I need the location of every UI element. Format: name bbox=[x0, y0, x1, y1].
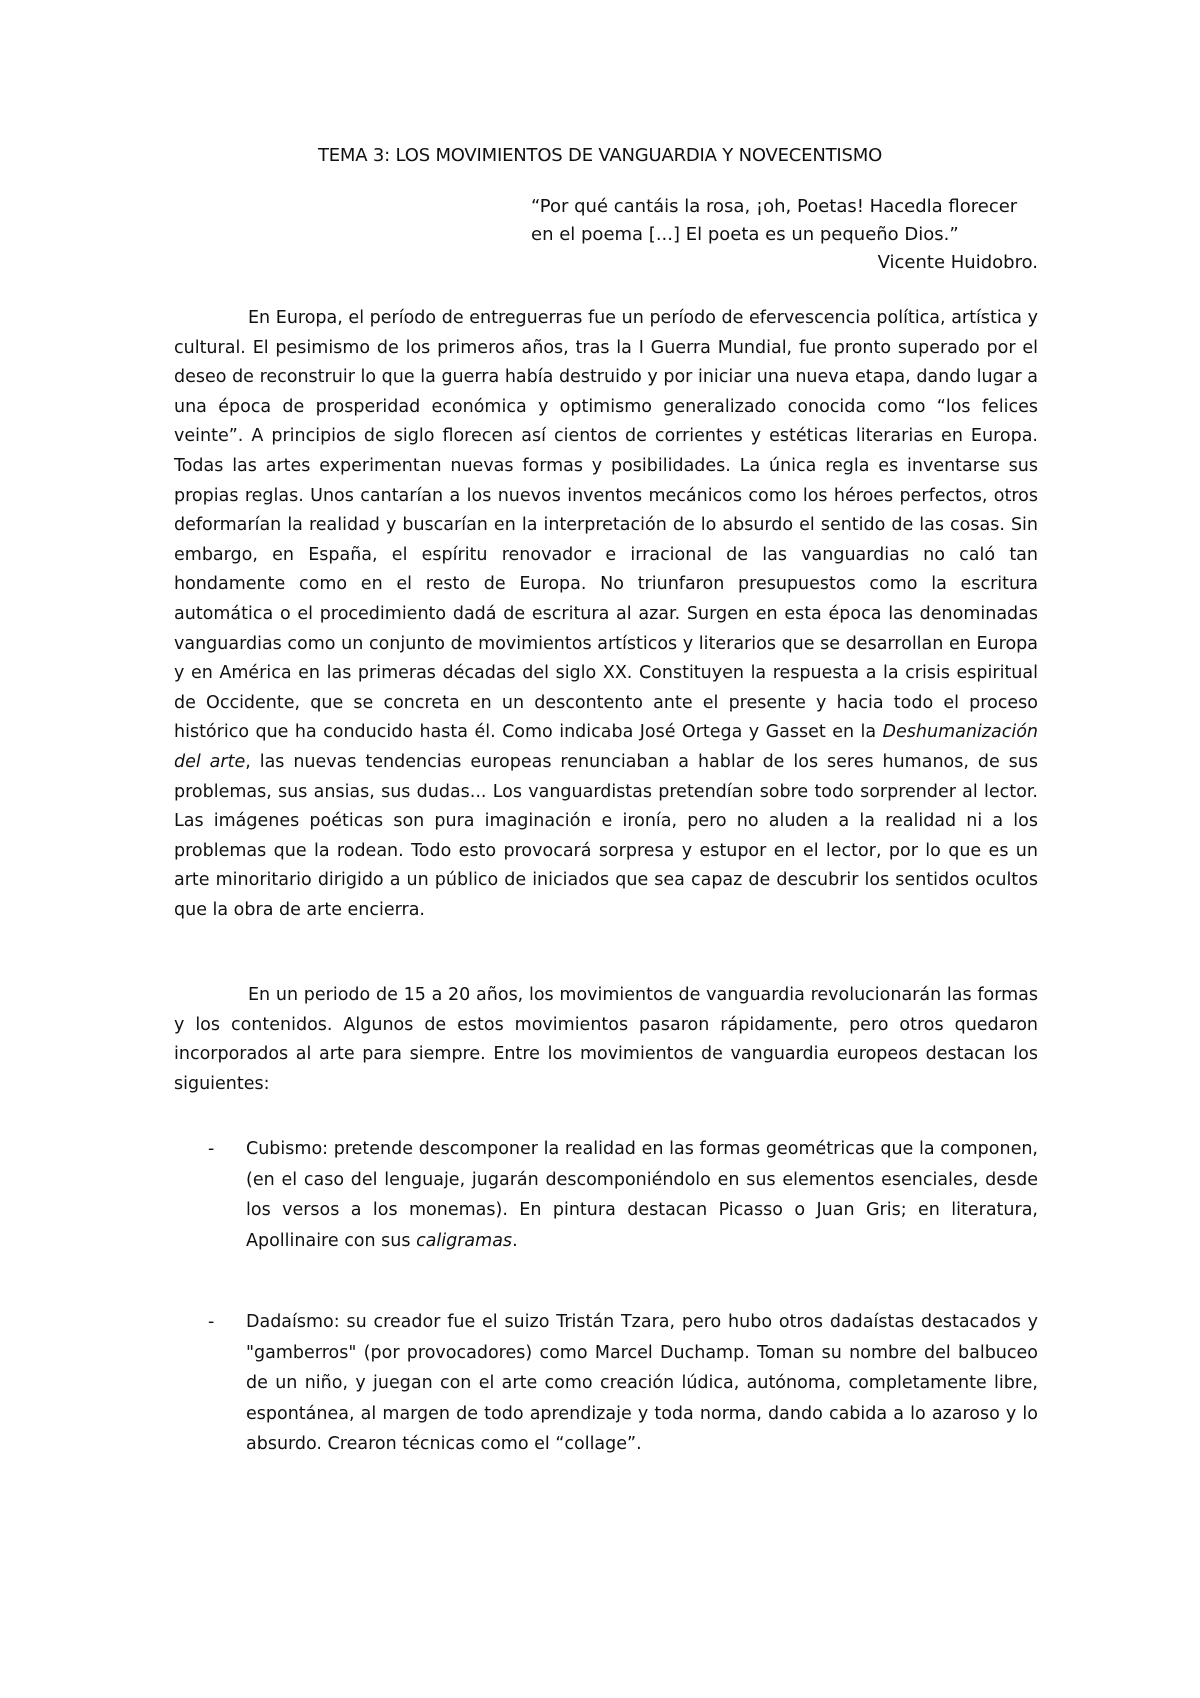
list-bullet: - bbox=[208, 1139, 215, 1159]
paragraph-1-text-a: En Europa, el período de entreguerras fue un período de efervescencia política, artística y cultural. El pesimismo de los primeros años, tras la I Guerra Mundial, fue pronto superado por el deseo de reconstruir lo que la guerra había destruido y por iniciar una nueva etapa, dando lugar a una época de prosperidad económica y optimismo generalizado conocida como “los felices veinte”. A principios de siglo florecen así cientos de corrientes y estéticas literarias en Europa. Todas las artes experimentan nuevas formas y posibilidades. La única regla es inventarse sus propias reglas. Unos cantarían a los nuevos inventos mecánicos como los héroes perfectos, otros deformarían la realidad y buscarían en la interpretación de lo absurdo el sentido de las cosas. Sin embargo, en España, el espíritu renovador e irracional de las vanguardias no caló tan hondamente como en el resto de Europa. No triunfaron presupuestos como la escritura automática o el procedimiento dadá de escritura al azar. Surgen en esta época las denominadas vanguardias como un conjunto de movimientos artísticos y literarios que se desarrollan en Europa y en América en las primeras décadas del siglo XX. Constituyen la respuesta a la crisis espiritual de Occidente, que se concreta en un descontento ante el presente y hacia todo el proceso histórico que ha conducido hasta él. Como indicaba José Ortega y Gasset en la bbox=[174, 308, 1038, 743]
epigraph-author: Vicente Huidobro. bbox=[877, 252, 1038, 273]
epigraph-line-2: en el poema [...] El poeta es un pequeño Dios.” bbox=[531, 224, 959, 245]
cubismo-text: Cubismo: pretende descomponer la realidad en las formas geométricas que la componen, (en el caso del lenguaje, jugarán descomponiéndolo en sus elementos esenciales, desde los versos a los monemas). En pintura destacan Picasso o Juan Gris; en literatura, Apollinaire con sus bbox=[246, 1139, 1038, 1251]
epigraph bbox=[531, 193, 1038, 277]
list-bullet: - bbox=[208, 1312, 215, 1332]
paragraph-europe-entreguerras bbox=[174, 304, 1038, 925]
epigraph-line-1: “Por qué cantáis la rosa, ¡oh, Poetas! Hacedla florecer bbox=[531, 196, 1018, 217]
list-item-dadaismo bbox=[174, 1307, 1038, 1460]
movements-list-cubismo bbox=[174, 1134, 1038, 1256]
paragraph-movimientos: En un periodo de 15 a 20 años, los movimientos de vanguardia revolucionarán las formas y los contenidos. Algunos de estos movimientos pasaron rápidamente, pero otros quedaron incorporados al arte para siempre. Entre los movimientos de vanguardia europeos destacan los siguientes: bbox=[174, 985, 1038, 1094]
document-title: TEMA 3: LOS MOVIMIENTOS DE VANGUARDIA Y NOVECENTISMO bbox=[317, 145, 883, 166]
paragraph-1-text-b: , las nuevas tendencias europeas renunciaban a hablar de los seres humanos, de sus problemas, sus ansias, sus dudas... Los vanguardistas pretendían sobre todo sorprender al lector. Las imágenes poéticas son pura imaginación e ironía, pero no aluden a la realidad ni a los problemas que la rodean. Todo esto provocará sorpresa y estupor en el lector, por lo que es un arte minoritario dirigido a un público de iniciados que sea capaz de descubrir los sentidos ocultos que la obra de arte encierra. bbox=[174, 751, 1038, 920]
cubismo-text-end: . bbox=[512, 1230, 518, 1251]
caligramas-italic: caligramas bbox=[416, 1230, 513, 1251]
list-item-cubismo bbox=[174, 1134, 1038, 1256]
dadaismo-text: Dadaísmo: su creador fue el suizo Tristán Tzara, pero hubo otros dadaístas destacados y "gamberros" (por provocadores) como Marcel Duchamp. Toman su nombre del balbuceo de un niño, y juegan con el arte como creación lúdica, autónoma, completamente libre, espontánea, al margen de todo aprendizaje y toda norma, dando cabida a lo azaroso y lo absurdo. Crearon técnicas como el “collage”. bbox=[246, 1312, 1038, 1455]
book-title-italic: Deshumanización del arte bbox=[174, 722, 1038, 772]
movements-list-dadaismo bbox=[174, 1307, 1038, 1460]
